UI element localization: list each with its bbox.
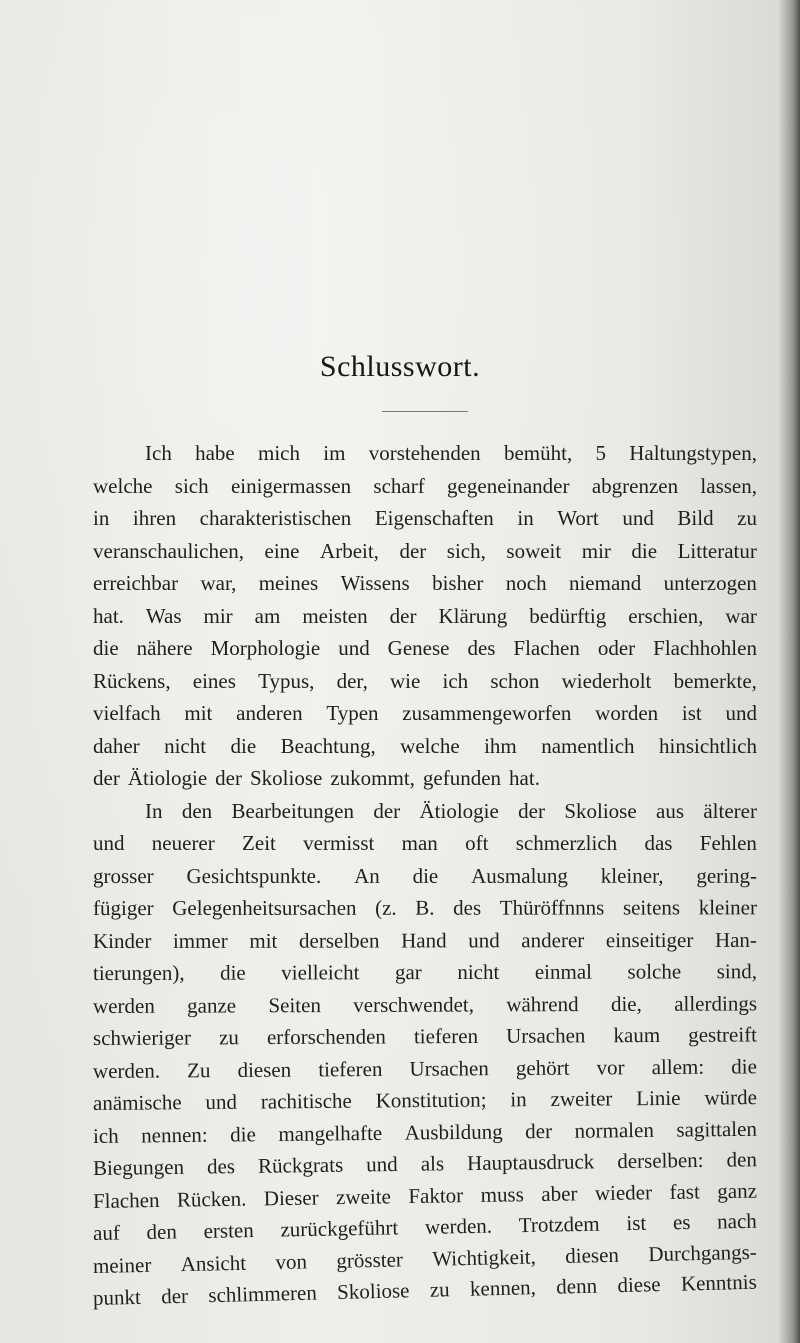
word: und: [622, 506, 654, 530]
word: Ansicht: [180, 1250, 247, 1276]
word: Faktor: [408, 1182, 464, 1208]
word: Biegungen: [92, 1154, 185, 1180]
word: werden.: [92, 1058, 161, 1083]
word: vielfach: [93, 701, 161, 725]
word: war,: [200, 571, 237, 595]
text-line: [93, 762, 757, 795]
word: der: [160, 1283, 189, 1309]
word: einseitiger: [605, 927, 694, 952]
word: Durchgangs-: [648, 1239, 758, 1266]
text-line: [93, 665, 757, 698]
word: Ätiologie: [419, 798, 499, 823]
word: sich,: [446, 538, 486, 563]
word: Ich: [145, 441, 172, 465]
word: neuerer: [151, 830, 215, 855]
word: Typus,: [258, 668, 315, 693]
word: lassen,: [700, 473, 757, 498]
text-line: [93, 955, 757, 989]
word: mangelhafte: [278, 1120, 383, 1146]
word: tierungen),: [92, 960, 185, 985]
word: die: [230, 733, 257, 758]
word: schon: [490, 668, 540, 693]
text-line: [93, 697, 757, 730]
word: nennen:: [141, 1122, 208, 1147]
word: werden.: [424, 1213, 493, 1239]
text-line: [93, 730, 757, 763]
text-line: [93, 859, 757, 892]
word: Hauptausdruck: [466, 1149, 595, 1176]
word: vermisst: [303, 830, 375, 855]
word: Morphologie: [210, 636, 321, 660]
word: muss: [480, 1181, 524, 1207]
word: aus: [656, 798, 685, 823]
word: gehört: [515, 1055, 570, 1080]
word: sich: [174, 473, 209, 498]
word: zweiter: [550, 1086, 613, 1111]
word: punkt: [92, 1284, 142, 1310]
word: Flachen: [92, 1187, 160, 1213]
word: auf: [92, 1220, 121, 1245]
word: fügiger: [92, 895, 154, 920]
word: kleiner: [698, 895, 758, 920]
word: ihm: [484, 733, 517, 758]
word: Klärung: [438, 603, 508, 628]
word: ihren: [132, 506, 177, 530]
word: allem:: [651, 1054, 705, 1079]
word: zweite: [335, 1183, 392, 1209]
word: bedürftig: [529, 603, 607, 628]
word: würde: [704, 1085, 757, 1110]
word: Skoliose: [249, 766, 323, 790]
word: Wissens: [340, 571, 410, 595]
word: den: [146, 1219, 178, 1245]
word: ist: [626, 1210, 647, 1236]
text-line: [93, 600, 757, 633]
word: zukommt,: [330, 766, 415, 790]
word: Gesichtspunkte.: [186, 863, 322, 888]
word: die: [220, 960, 246, 985]
word: und: [725, 701, 757, 725]
word: Haltungstypen,: [629, 441, 757, 465]
word: Ursachen: [409, 1055, 489, 1081]
word: scharf: [373, 473, 425, 498]
word: Beachtung,: [280, 733, 376, 758]
text-line: [93, 567, 757, 600]
text-line: [93, 437, 757, 470]
word: hat.: [509, 766, 540, 790]
word: der,: [336, 668, 368, 693]
word: und: [366, 1151, 398, 1177]
word: Zu: [187, 1057, 211, 1082]
word: namentlich: [541, 733, 635, 758]
word: Eigenschaften: [374, 506, 494, 530]
word: der: [389, 603, 417, 628]
paragraph: [93, 437, 757, 795]
word: hinsichtlich: [658, 733, 757, 758]
word: normalen: [574, 1117, 655, 1143]
word: der: [399, 538, 427, 563]
word: derselben:: [617, 1147, 704, 1174]
text-line: [93, 923, 757, 957]
word: eines: [192, 668, 236, 693]
word: während: [506, 991, 579, 1016]
word: zusammengeworfen: [402, 701, 572, 725]
title-rule: [382, 411, 468, 412]
word: Gelegenheitsursachen: [172, 895, 357, 920]
word: meisten: [302, 603, 368, 628]
word: Arbeit,: [320, 538, 379, 563]
word: mir: [581, 538, 611, 563]
word: noch: [505, 571, 547, 595]
word: fast: [669, 1178, 700, 1204]
word: und: [338, 636, 370, 660]
word: 5: [595, 441, 606, 465]
word: Typen: [326, 701, 379, 725]
word: den: [181, 798, 213, 823]
word: das: [644, 830, 673, 855]
word: des: [206, 1154, 236, 1179]
word: schwieriger: [92, 1025, 192, 1050]
word: Skoliose: [336, 1278, 410, 1305]
text-line: [93, 795, 757, 828]
word: Rücken.: [176, 1186, 247, 1212]
section-title: Schlusswort.: [319, 350, 481, 383]
word: solche: [627, 959, 682, 984]
word: einigermassen: [230, 473, 352, 498]
word: worden: [595, 701, 659, 725]
word: Wichtigkeit,: [432, 1244, 537, 1271]
paragraph: [93, 795, 757, 1315]
word: am: [254, 603, 281, 628]
word: aber: [541, 1180, 578, 1206]
text-line: [93, 502, 757, 535]
word: Bild: [677, 506, 714, 530]
word: schlimmeren: [208, 1280, 318, 1308]
word: im: [323, 441, 346, 465]
word: vor: [596, 1054, 625, 1079]
text-line: [93, 827, 757, 860]
document-body: [93, 437, 757, 1315]
word: Konstitution;: [375, 1087, 487, 1113]
word: man: [401, 830, 438, 855]
word: meines: [258, 571, 319, 595]
binding-edge-shadow: [778, 0, 800, 1343]
word: in: [93, 506, 110, 530]
word: wieder: [594, 1179, 653, 1205]
word: Rückens,: [93, 668, 171, 693]
word: Seiten: [268, 992, 321, 1017]
word: vorstehenden: [368, 441, 481, 465]
word: und: [205, 1089, 238, 1115]
word: sagittalen: [676, 1116, 758, 1142]
word: in: [510, 1087, 527, 1112]
word: kleiner,: [600, 863, 664, 888]
word: der: [373, 798, 401, 823]
word: Ätiologie: [127, 766, 208, 790]
word: bemüht,: [503, 441, 573, 465]
text-line: [93, 891, 757, 924]
word: die,: [610, 991, 642, 1016]
word: Fehlen: [699, 830, 757, 855]
word: des: [453, 895, 482, 920]
word: habe: [195, 441, 235, 465]
word: diesen: [565, 1242, 620, 1268]
word: schmerzlich: [515, 830, 618, 855]
word: es: [672, 1209, 691, 1235]
text-line: [93, 987, 757, 1022]
word: Ursachen: [506, 1023, 586, 1048]
word: derselben: [298, 928, 380, 953]
word: niemand: [568, 571, 642, 595]
word: Zeit: [242, 830, 276, 855]
word: kaum: [613, 1022, 661, 1048]
word: rachitische: [260, 1088, 352, 1114]
word: (z.: [375, 895, 397, 920]
word: Ausmalung: [471, 863, 568, 888]
word: Was: [145, 603, 182, 628]
word: diesen: [237, 1057, 292, 1082]
word: Linie: [636, 1085, 681, 1111]
word: werden: [92, 993, 155, 1018]
word: und: [92, 830, 125, 855]
word: diese: [617, 1272, 661, 1298]
word: gegeneinander: [447, 473, 570, 498]
word: Skoliose: [564, 798, 637, 823]
word: kennen,: [469, 1275, 537, 1301]
word: Hand: [401, 927, 447, 952]
word: erreichbar: [93, 571, 179, 595]
word: gestreift: [688, 1022, 758, 1047]
word: oft: [465, 830, 489, 855]
word: Kinder: [92, 928, 152, 953]
word: zu: [218, 1025, 239, 1050]
word: anämische: [92, 1090, 182, 1115]
word: Bearbeitungen: [231, 798, 354, 823]
word: vielleicht: [281, 960, 360, 985]
word: nähere: [136, 636, 193, 660]
text-line: [93, 632, 757, 665]
word: ganz: [717, 1178, 758, 1203]
word: gering-: [696, 863, 757, 888]
word: sind,: [716, 959, 757, 984]
word: einmal: [534, 959, 593, 984]
word: Rückgrats: [257, 1152, 344, 1178]
word: ich: [442, 668, 469, 693]
word: in: [517, 506, 534, 530]
word: grosser: [92, 863, 154, 888]
word: bisher: [432, 571, 484, 595]
word: seitens: [622, 895, 681, 920]
word: gar: [394, 960, 422, 985]
word: die: [731, 1053, 757, 1079]
word: erschien,: [628, 603, 704, 628]
text-line: [93, 1018, 757, 1054]
word: veranschaulichen,: [93, 538, 245, 563]
word: der: [518, 798, 545, 823]
word: zurückgeführt: [280, 1215, 399, 1242]
word: bemerkte,: [673, 668, 757, 693]
word: welche: [400, 733, 460, 758]
word: oder: [597, 636, 636, 660]
word: gefunden: [422, 766, 502, 790]
word: anderer: [521, 927, 585, 952]
word: den: [726, 1147, 758, 1172]
text-line: [93, 535, 757, 568]
word: Flachhohlen: [653, 636, 757, 660]
word: die: [412, 863, 439, 888]
word: der: [525, 1118, 553, 1143]
word: wie: [390, 668, 421, 693]
word: Trotzdem: [518, 1211, 600, 1238]
word: charakteristischen: [199, 506, 352, 530]
word: Kenntnis: [680, 1269, 757, 1296]
word: mit: [184, 701, 213, 725]
word: An: [354, 863, 380, 888]
word: nicht: [164, 733, 207, 758]
word: Dieser: [263, 1184, 319, 1210]
word: nach: [716, 1208, 758, 1234]
word: eine: [264, 538, 300, 563]
word: tieferen: [318, 1056, 383, 1081]
word: ist: [681, 701, 702, 725]
word: Wort: [557, 506, 599, 530]
word: erforschenden: [266, 1024, 386, 1050]
word: mich: [258, 441, 301, 465]
word: hat.: [93, 603, 124, 628]
word: In: [145, 798, 163, 823]
word: mit: [249, 928, 278, 953]
word: wiederholt: [561, 668, 652, 693]
word: grösster: [336, 1246, 404, 1273]
word: Litteratur: [677, 538, 757, 563]
word: Thüröffnnns: [499, 895, 605, 920]
word: B.: [415, 895, 435, 920]
word: die: [93, 636, 119, 660]
word: immer: [172, 928, 228, 953]
word: Ausbildung: [404, 1119, 503, 1145]
word: welche: [93, 473, 153, 498]
word: denn: [555, 1273, 598, 1299]
word: Flachen: [513, 636, 580, 660]
word: meiner: [92, 1252, 152, 1278]
word: die: [631, 538, 658, 563]
word: nicht: [457, 959, 500, 985]
word: von: [275, 1248, 308, 1274]
word: tieferen: [413, 1023, 479, 1049]
word: Genese: [387, 636, 450, 660]
word: ich: [92, 1123, 119, 1148]
word: unterzogen: [663, 571, 757, 595]
word: anderen: [236, 701, 303, 725]
word: soweit: [506, 538, 562, 563]
word: ersten: [203, 1218, 254, 1243]
word: der: [93, 766, 120, 790]
word: die: [230, 1121, 256, 1147]
word: des: [467, 636, 496, 660]
word: mir: [203, 603, 233, 628]
word: daher: [93, 733, 140, 758]
word: als: [420, 1151, 445, 1176]
word: zu: [429, 1277, 450, 1302]
word: und: [468, 927, 500, 952]
text-line: [93, 470, 757, 503]
word: verschwendet,: [353, 992, 475, 1017]
word: zu: [737, 506, 757, 530]
word: allerdings: [674, 990, 758, 1016]
word: war: [725, 603, 757, 628]
word: ganze: [187, 992, 237, 1018]
word: abgrenzen: [591, 473, 679, 498]
word: der: [215, 766, 242, 790]
word: älterer: [703, 798, 757, 823]
word: Han-: [714, 927, 757, 952]
